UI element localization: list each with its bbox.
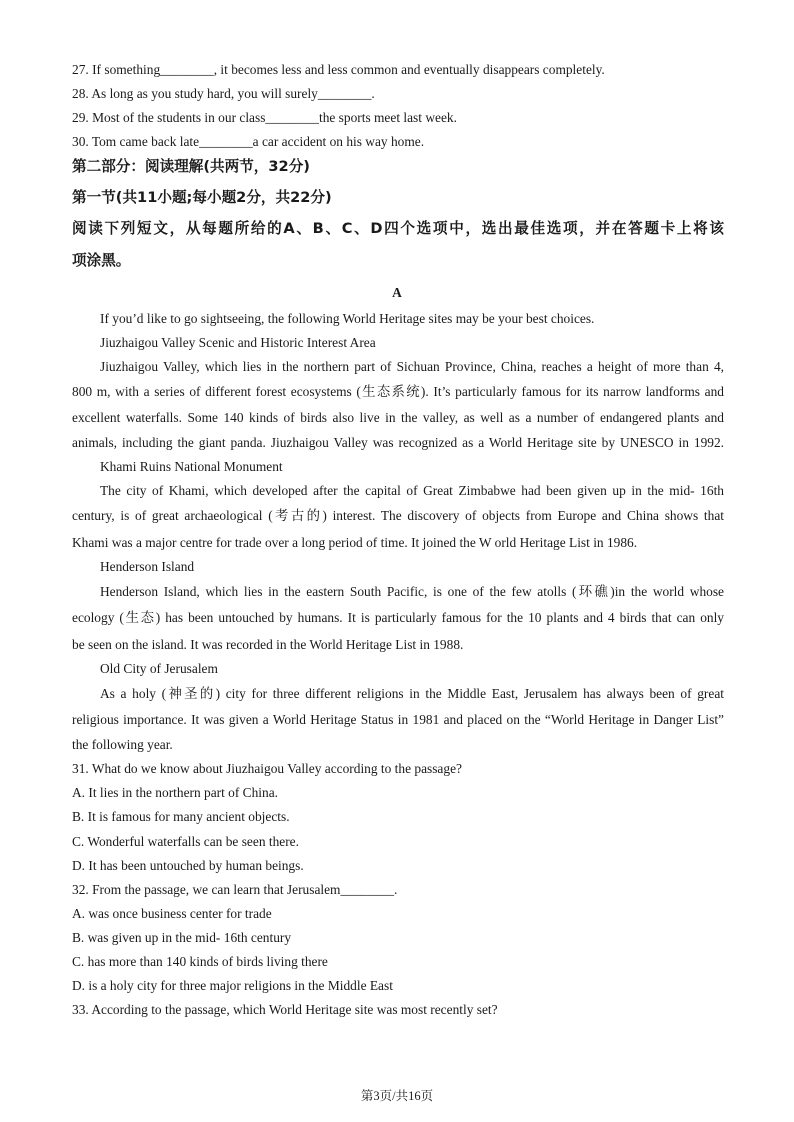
question-28: 28. As long as you study hard, you will surely________.: [72, 86, 375, 101]
section-instruction-line-2: 项涂黑。: [72, 252, 131, 269]
section-title: 第二部分：阅读理解(共两节，32分): [72, 158, 310, 175]
question-31-stem: 31. What do we know about Jiuzhaigou Valley according to the passage?: [72, 761, 462, 776]
question-31-option-c: C. Wonderful waterfalls can be seen there.: [72, 834, 299, 849]
site-text-line: 800 m, with a series of different forest ecosystems (生态系统). It’s particularly famous for its narrow landforms and: [72, 384, 724, 399]
question-33-stem: 33. According to the passage, which World Heritage site was most recently set?: [72, 1002, 498, 1017]
site-text-line: century, is of great archaeological (考古的) interest. The discovery of objects from Europe and China shows that: [72, 508, 724, 523]
site-text-line: Jiuzhaigou Valley, which lies in the northern part of Sichuan Province, China, reaches a height of more than 4,: [100, 359, 724, 374]
site-title-jerusalem: Old City of Jerusalem: [100, 661, 218, 676]
site-text-line: be seen on the island. It was recorded in the World Heritage List in 1988.: [72, 637, 464, 652]
question-32-stem: 32. From the passage, we can learn that Jerusalem________.: [72, 882, 398, 897]
site-title-khami: Khami Ruins National Monument: [100, 459, 283, 474]
question-32-option-c: C. has more than 140 kinds of birds living there: [72, 954, 328, 969]
question-29: 29. Most of the students in our class________the sports meet last week.: [72, 110, 457, 125]
question-32-option-d: D. is a holy city for three major religions in the Middle East: [72, 978, 393, 993]
site-text-line: Khami was a major centre for trade over a long period of time. It joined the W orld Heritage List in 1986.: [72, 535, 638, 550]
site-title-henderson: Henderson Island: [100, 559, 195, 574]
site-title-jiuzhaigou: Jiuzhaigou Valley Scenic and Historic Interest Area: [100, 335, 376, 350]
site-text-line: The city of Khami, which developed after the capital of Great Zimbabwe had been given up in the mid- 16th: [100, 483, 724, 498]
page-number: 第3页/共16页: [360, 1089, 434, 1103]
passage-intro: If you’d like to go sightseeing, the following World Heritage sites may be your best choices.: [100, 311, 595, 326]
site-text-line: Henderson Island, which lies in the eastern South Pacific, is one of the few atolls (环礁)in the world whose: [100, 584, 724, 599]
passage-label: A: [392, 285, 402, 300]
site-text-line: As a holy (神圣的) city for three different religions in the Middle East, Jerusalem has always been of great: [100, 686, 724, 701]
question-32-option-b: B. was given up in the mid- 16th century: [72, 930, 292, 945]
section-instruction-line-1: 阅读下列短文，从每题所给的A、B、C、D四个选项中，选出最佳选项，并在答题卡上将该: [72, 220, 724, 237]
section-part-title: 第一节(共11小题;每小题2分，共22分): [72, 189, 332, 206]
site-text-line: excellent waterfalls. Some 140 kinds of birds also live in the valley, as well as a number of endangered plants and: [72, 410, 724, 425]
question-30: 30. Tom came back late________a car accident on his way home.: [72, 134, 425, 149]
site-text-line: ecology (生态) has been untouched by humans. It is particularly famous for the 10 plants and 4 birds that can only: [72, 610, 724, 625]
question-27: 27. If something________, it becomes less and less common and eventually disappears completely.: [72, 62, 605, 77]
site-text-line: animals, including the giant panda. Jiuzhaigou Valley was recognized as a World Heritage site by UNESCO in 1992.: [72, 435, 724, 450]
site-text-line: religious importance. It was given a World Heritage Status in 1981 and placed on the “World Heritage in Danger List”: [72, 712, 724, 727]
question-31-option-b: B. It is famous for many ancient objects.: [72, 809, 290, 824]
site-text-line: the following year.: [72, 737, 173, 752]
question-32-option-a: A. was once business center for trade: [72, 906, 272, 921]
question-31-option-d: D. It has been untouched by human beings.: [72, 858, 304, 873]
question-31-option-a: A. It lies in the northern part of China.: [72, 785, 279, 800]
